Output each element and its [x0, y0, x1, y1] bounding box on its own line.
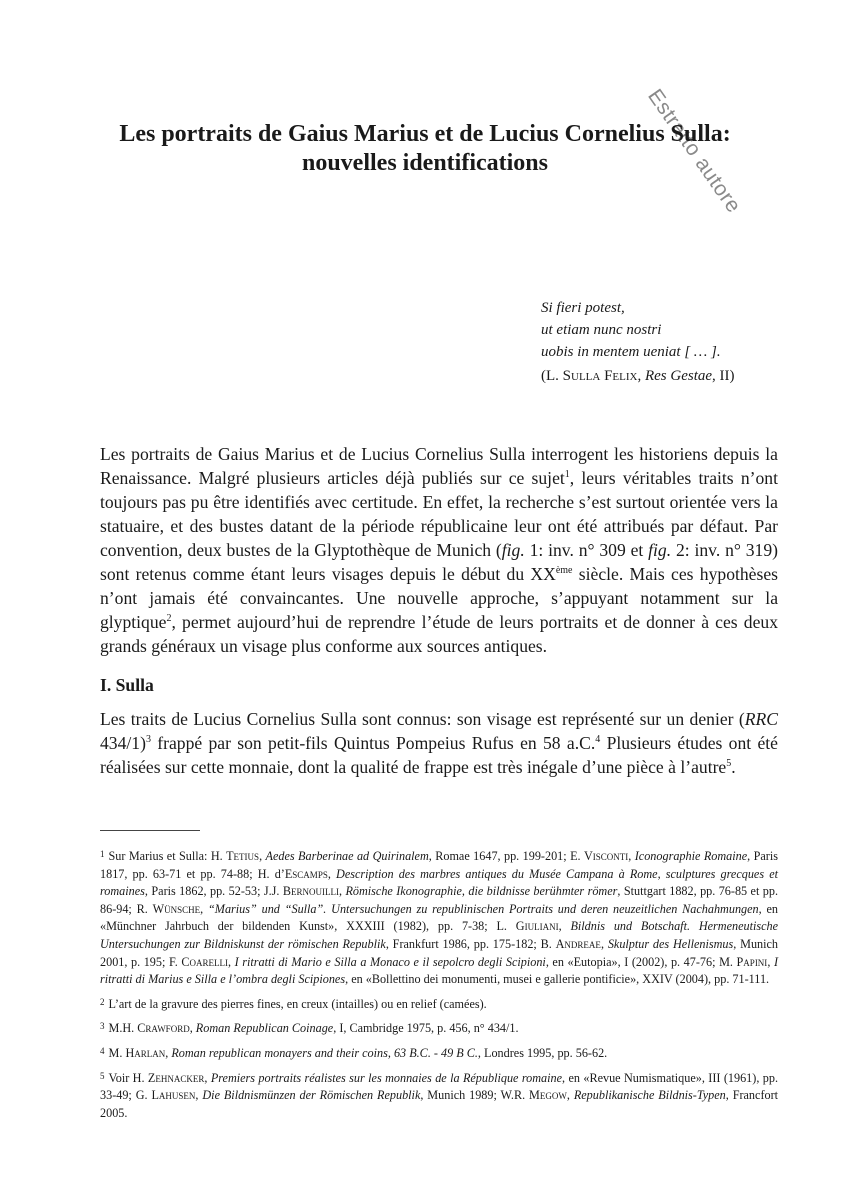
footnote-ref-1[interactable]: 1 [564, 469, 570, 481]
footnote-ref-4[interactable]: 4 [595, 734, 601, 746]
epigraph-work: Res Gestae [644, 368, 713, 384]
epigraph [541, 297, 781, 387]
epigraph-line-1: Si fieri potest, [541, 300, 625, 316]
footnote-3: $^3$ M.H. Crawford, Roman Republican Coinage, I, Cambridge 1975, p. 456, n° 434/1. [100, 1021, 519, 1036]
footnote-5: $^5$ Voir H. Zehnacker, Premiers portraits réalistes sur les monnaies de la République romaine, en «Revue Numismatique», III (1961), pp. 33-49; G. Lahusen, Die Bildnismünzen der Römischen Republik, Munich 1989; W.R. Megow, Republikanische Bildnis-Typen, Francfort 2005. [100, 1070, 779, 1120]
footnotes [100, 846, 778, 1127]
footnote-separator [100, 830, 200, 831]
title-line-2: nouvelles identifications [301, 150, 548, 176]
article-title [95, 120, 755, 178]
footnote-ref-5[interactable]: 5 [726, 758, 732, 770]
sulla-paragraph: Les traits de Lucius Cornelius Sulla sont connus: son visage est représenté sur un denier (RRC 434/1)$^3$ frappé par son petit-fils Quintus Pompeius Rufus en 58 a.C.$^4$ Plusieurs études ont été réalisées sur cette monnaie, dont la qualité de frappe est très inégale d’une pièce à l’autre$^5$. [100, 709, 778, 777]
watermark-estratto-autore: Estratto autore [643, 85, 746, 218]
epigraph-line-2: ut etiam nunc nostri [541, 322, 662, 338]
footnote-4: $^4$ M. Harlan, Roman republican monayers and their coins, 63 B.C. - 49 B C., Londres 1995, pp. 56-62. [100, 1045, 608, 1060]
footnote-2: $^2$ L’art de la gravure des pierres fines, en creux (intailles) ou en relief (camées). [100, 996, 487, 1011]
title-line-1: Les portraits de Gaius Marius et de Lucius Cornelius Sulla: [119, 121, 731, 147]
epigraph-line-3: uobis in mentem ueniat [ … ]. [541, 344, 721, 360]
footnote-ref-3[interactable]: 3 [145, 734, 151, 746]
footnote-ref-2[interactable]: 2 [166, 613, 172, 625]
section-heading-sulla: I. Sulla [100, 675, 154, 695]
epigraph-source: (L. Sulla Felix, Res Gestae, II) [541, 368, 735, 384]
intro-paragraph: Les portraits de Gaius Marius et de Lucius Cornelius Sulla interrogent les historiens depuis la Renaissance. Malgré plusieurs articles déjà publiés sur ce sujet$^1$, leurs véritables traits n’ont toujours pas pu être identifiés avec certitude. En effet, la recherche s’est surtout orientée vers la statuaire, et des bustes datant de la période républicaine leur ont été attribués par défaut. Par convention, deux bustes de la Glyptothèque de Munich (fig. 1: inv. n° 309 et fig. 2: inv. n° 319) sont retenus comme étant leurs visages depuis le début du XXème siècle. Mais ces hypothèses n’ont jamais été convaincantes. Une nouvelle approche, s’appuyant notamment sur la glyptique$^2$, permet aujourd’hui de reprendre l’étude de leurs portraits et de donner à ces deux grands généraux un visage plus conforme aux sources antiques. [100, 444, 778, 656]
footnote-1: $^1$ Sur Marius et Sulla: H. Tetius, Aedes Barberinae ad Quirinalem, Romae 1647, pp. 199-201; E. Visconti, Iconographie Romaine, Paris 1817, pp. 63-71 et pp. 74-88; H. d’Escamps, Description des marbres antiques du Musée Campana à Rome, sculptures grecques et romaines, Paris 1862, pp. 52-53; J.J. Bernouilli, Römische Ikonographie, die bildnisse berühmter römer, Stuttgart 1882, pp. 76-85 et pp. 86-94; R. Wünsche, “Marius” und “Sulla”. Untersuchungen zu republinischen Portraits und deren neuzeitlichen Nachahmungen, en «Münchner Jahrbuch der bildenden Kunst», XXXIII (1982), pp. 7-38; L. Giuliani, Bildnis und Botschaft. Hermeneutische Untersuchungen zur Bildniskunst der römischen Republik, Frankfurt 1986, pp. 175-182; B. Andreae, Skulptur des Hellenismus, Munich 2001, p. 195; F. Coarelli, I ritratti di Mario e Silla a Monaco e il sepolcro degli Scipioni, en «Eutopia», I (2002), p. 47-76; M. Papini, I ritratti di Marius e Silla e l’ombra degli Scipiones, en «Bollettino dei monumenti, musei e gallerie pontificie», XXIV (2004), pp. 71-111. [100, 849, 779, 987]
epigraph-author: Sulla Felix [562, 368, 638, 384]
